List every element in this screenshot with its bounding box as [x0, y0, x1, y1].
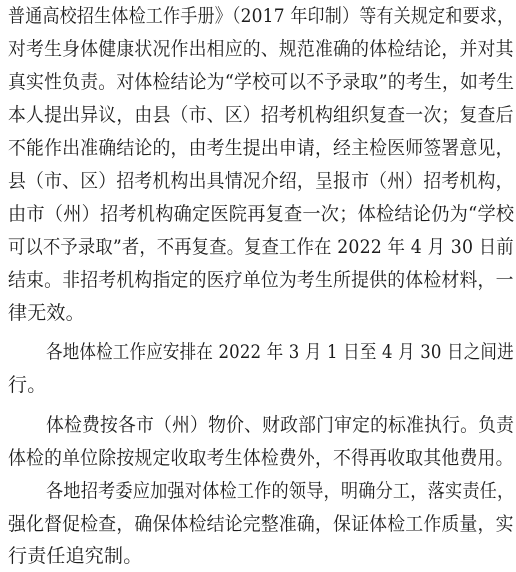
text-line: 律无效。: [8, 302, 85, 324]
text-line: 结束。非招考机构指定的医疗单位为考生所提供的体检材料，一: [8, 269, 514, 291]
text-line: 普通高校招生体检工作手册》（2017 年印制）等有关规定和要求，: [8, 5, 515, 27]
text-line: 由市（州）招考机构确定医院再复查一次；体检结论仍为“学校: [8, 203, 515, 225]
text-line: 对考生身体健康状况作出相应的、规范准确的体检结论，并对其: [8, 38, 514, 60]
text-line: 县（市、区）招考机构出具情况介绍，呈报市（州）招考机构，: [8, 170, 514, 192]
text-line: 体检费按各市（州）物价、财政部门审定的标准执行。负责: [46, 414, 515, 436]
text-line: 各地体检工作应安排在 2022 年 3 月 1 日至 4 月 30 日之间进: [46, 341, 514, 363]
text-line: 可以不予录取”者，不再复查。复查工作在 2022 年 4 月 30 日前: [8, 236, 514, 258]
text-line: 本人提出异议，由县（市、区）招考机构组织复查一次；复查后: [8, 104, 514, 126]
text-line: 体检的单位除按规定收取考生体检费外，不得再收取其他费用。: [8, 447, 514, 469]
text-line: 强化督促检查，确保体检结论完整准确，保证体检工作质量，实: [8, 513, 514, 535]
text-line: 不能作出准确结论的，由考生提出申请，经主检医师签署意见，: [8, 137, 514, 159]
text-line: 行。: [8, 374, 47, 396]
text-line: 各地招考委应加强对体检工作的领导，明确分工，落实责任，: [46, 480, 515, 502]
text-line: 真实性负责。对体检结论为“学校可以不予录取”的考生，如考生: [8, 71, 515, 93]
text-line: 行责任追究制。: [8, 545, 143, 567]
